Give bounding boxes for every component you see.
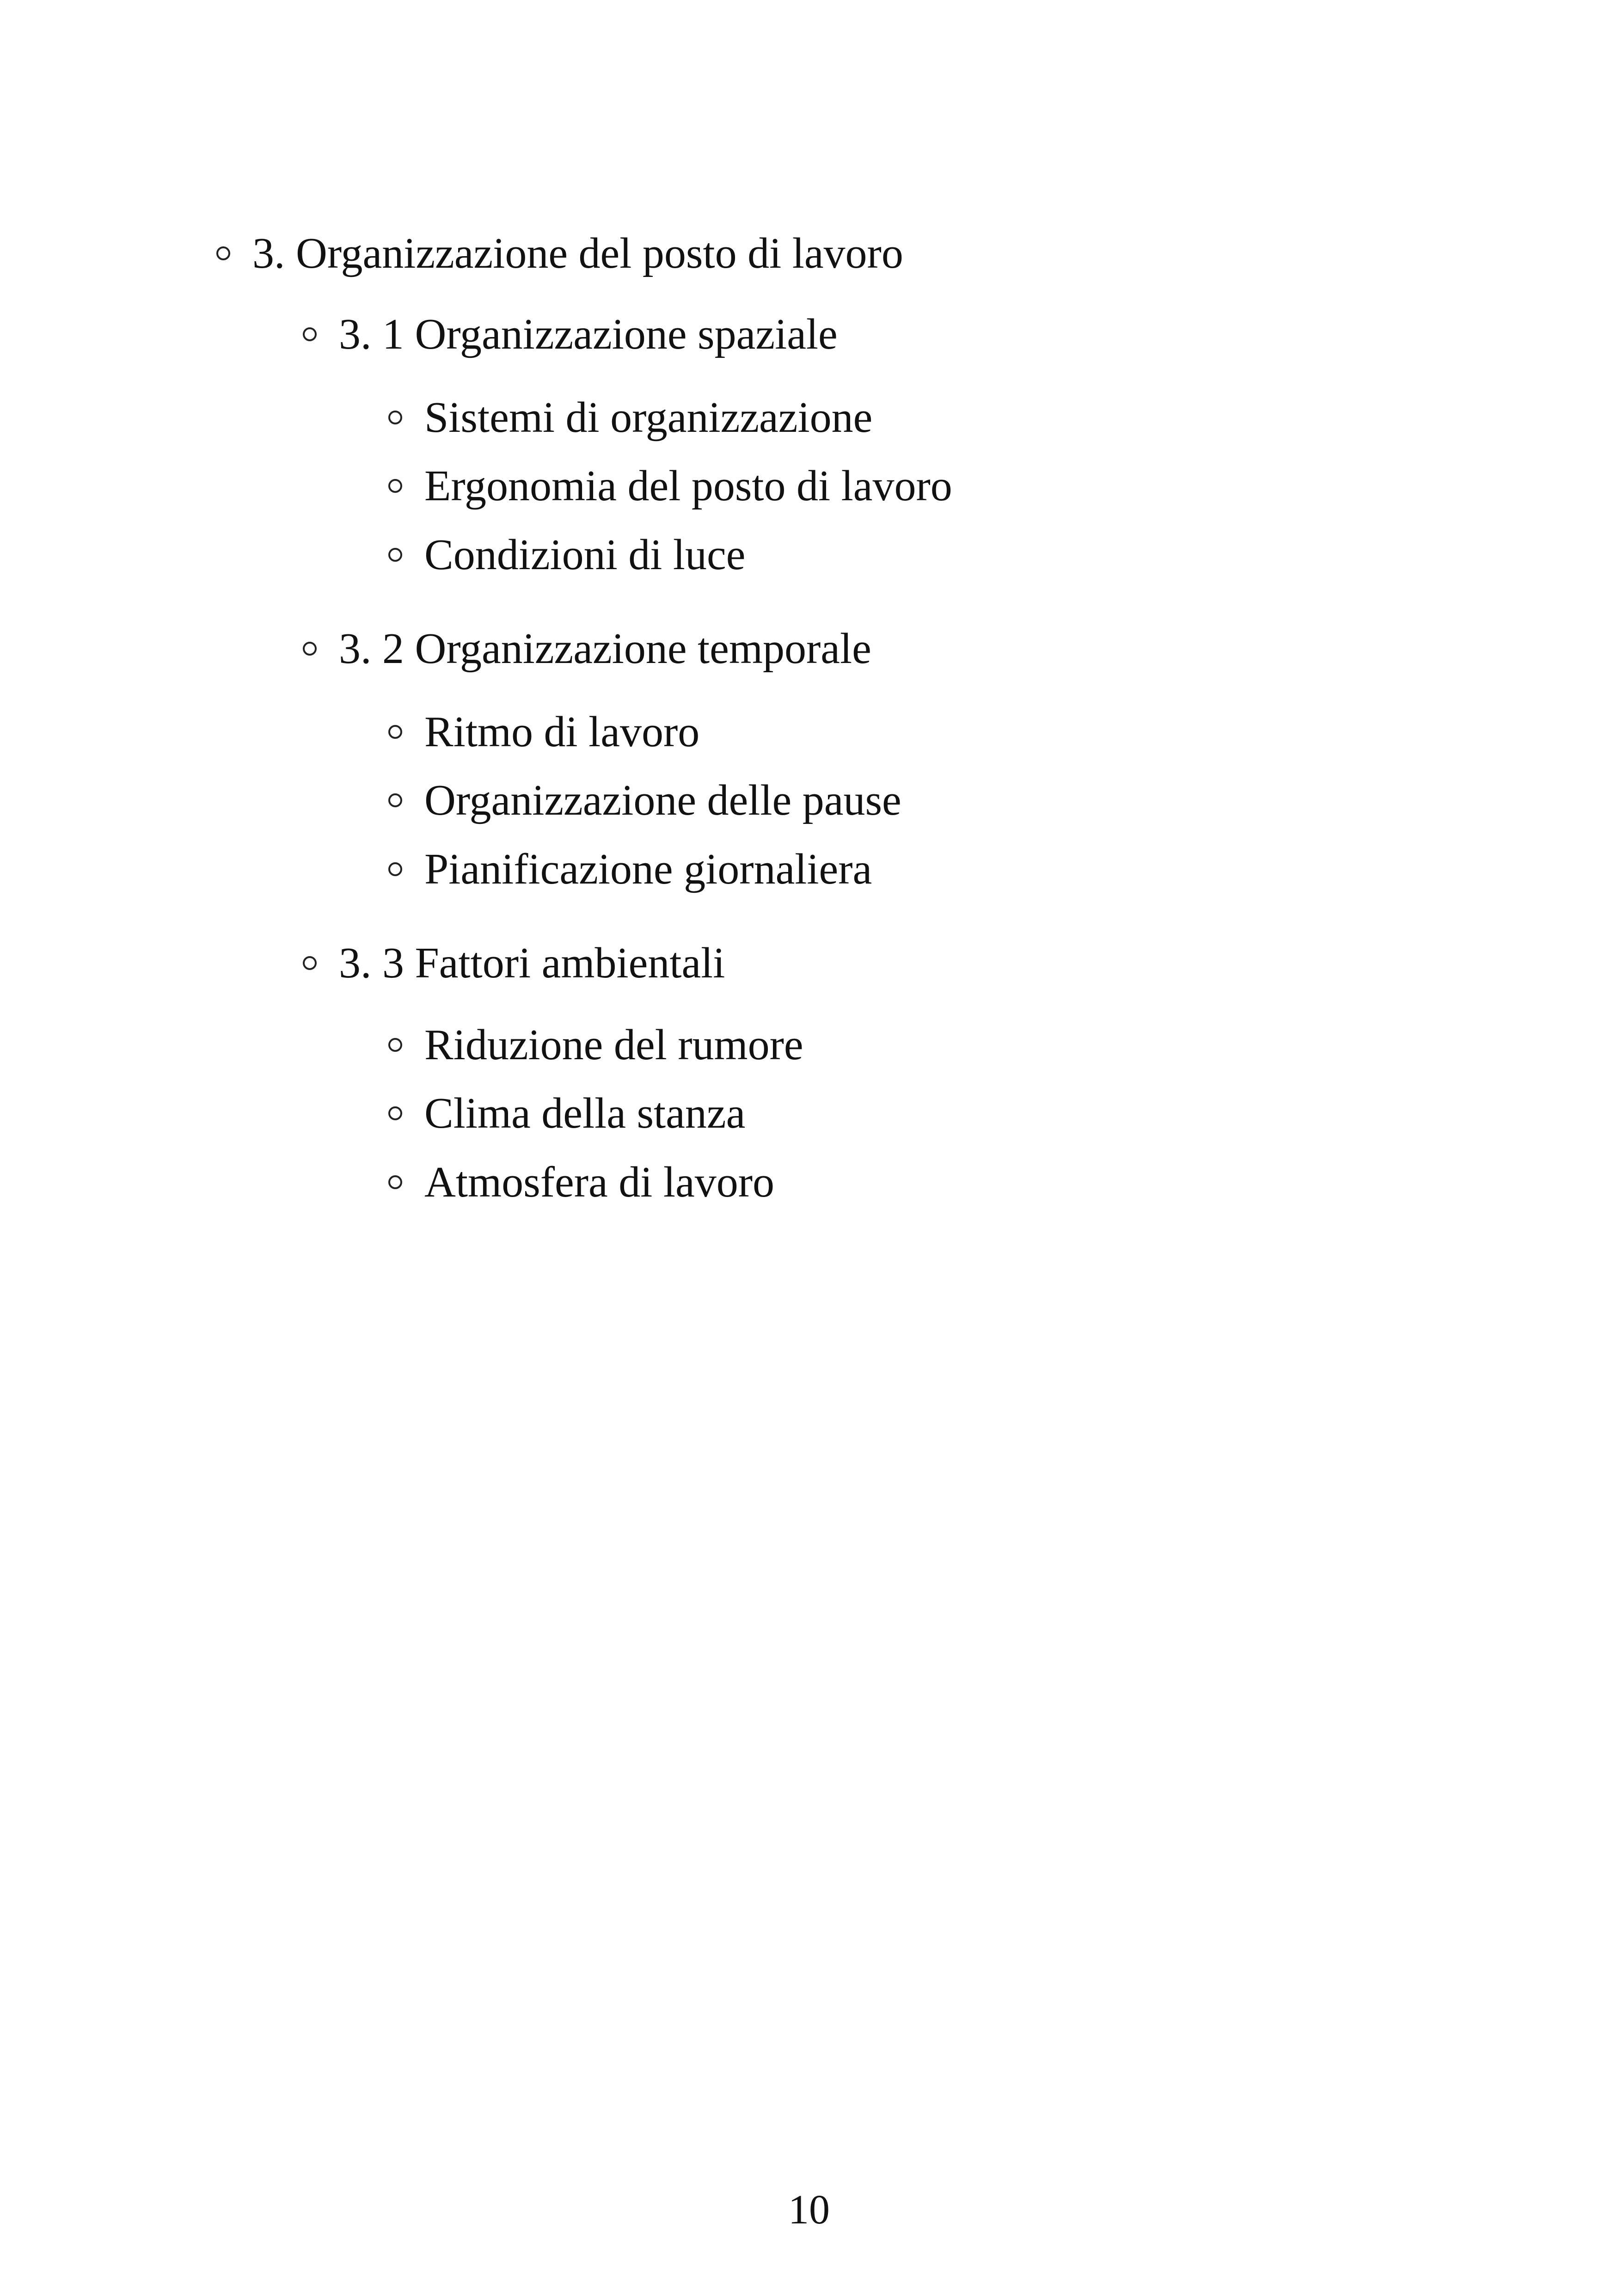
list-item-text: Ergonomia del posto di lavoro [424, 462, 952, 510]
circle-bullet-icon [388, 793, 402, 807]
circle-bullet-icon [388, 548, 402, 562]
list-item-text: Clima della stanza [424, 1089, 746, 1137]
section-heading-text: 3. 3 Fattori ambientali [339, 939, 725, 987]
circle-bullet-icon [388, 1175, 402, 1189]
circle-bullet-icon [388, 411, 402, 424]
outline-heading-text: 3. Organizzazione del posto di lavoro [252, 229, 903, 277]
list-item-text: Pianificazione giornaliera [424, 845, 872, 893]
list-item [388, 1088, 745, 1139]
circle-bullet-icon [388, 479, 402, 493]
page-number: 10 [788, 2187, 830, 2233]
section-heading [303, 309, 838, 360]
circle-bullet-icon [388, 725, 402, 739]
list-item [388, 529, 745, 580]
list-item [388, 775, 901, 826]
list-item [388, 460, 952, 511]
list-item [388, 706, 699, 757]
circle-bullet-icon [303, 327, 317, 341]
outline-heading [216, 228, 903, 279]
circle-bullet-icon [216, 246, 230, 260]
section-heading-text: 3. 1 Organizzazione spaziale [339, 310, 838, 358]
list-item-text: Atmosfera di lavoro [424, 1158, 775, 1206]
list-item [388, 844, 872, 895]
section-heading-text: 3. 2 Organizzazione temporale [339, 625, 871, 673]
list-item [388, 1019, 803, 1070]
list-item [388, 1157, 774, 1208]
list-item-text: Condizioni di luce [424, 531, 746, 579]
section-heading [303, 938, 725, 988]
section-heading [303, 623, 871, 674]
list-item-text: Riduzione del rumore [424, 1021, 803, 1069]
circle-bullet-icon [303, 956, 317, 970]
circle-bullet-icon [388, 1106, 402, 1120]
list-item-text: Ritmo di lavoro [424, 708, 700, 756]
circle-bullet-icon [303, 642, 317, 656]
circle-bullet-icon [388, 862, 402, 876]
circle-bullet-icon [388, 1038, 402, 1052]
list-item-text: Organizzazione delle pause [424, 776, 901, 824]
list-item-text: Sistemi di organizzazione [424, 393, 873, 442]
list-item [388, 392, 872, 443]
